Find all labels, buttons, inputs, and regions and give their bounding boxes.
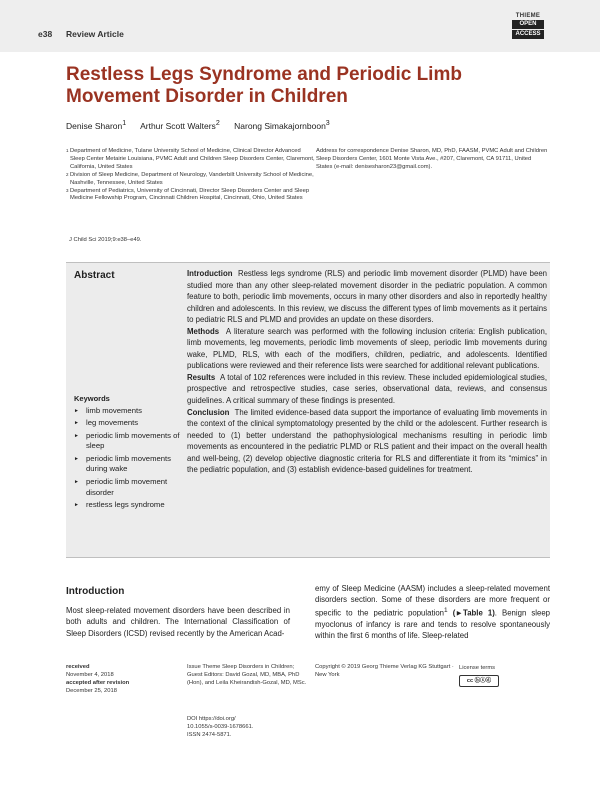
keyword-item[interactable]: ► periodic limb movements during wake bbox=[74, 454, 184, 476]
body-paragraph bbox=[315, 583, 550, 642]
thieme-open-access-logo[interactable] bbox=[512, 13, 544, 39]
correspondence: Address for correspondence Denise Sharon, MD, PhD, FAASM, PVMC Adult and Children Sleep Disorders Center, 1601 Monte Vista Ave., #207, Claremont, CA 91711, United States (e-mail: denisesharon23@gmail.com). bbox=[316, 148, 548, 170]
logo-open-text: OPEN bbox=[512, 20, 544, 29]
article-title: Restless Legs Syndrome and Periodic Limb Movement Disorder in Children bbox=[66, 64, 462, 107]
footer-issue: Issue Theme Sleep Disorders in Children; Guest Editors: David Gozal, MD, MBA, PhD (Hon), and Leila Kheirandish-Gozal, MD, MSc. bbox=[187, 664, 307, 686]
reference-link[interactable]: 1 bbox=[444, 607, 448, 615]
affiliations bbox=[66, 148, 316, 203]
keyword-item[interactable]: ► periodic limb movements of sleep bbox=[74, 431, 184, 453]
footer-copyright: Copyright © 2019 Georg Thieme Verlag KG Stuttgart · New York bbox=[315, 664, 454, 678]
body-column-left bbox=[66, 586, 290, 639]
creative-commons-icon[interactable]: cc ⓑⓢⓓ bbox=[459, 675, 499, 687]
keyword-item[interactable]: ► limb movements bbox=[74, 406, 184, 417]
abstract-conclusion-label: Conclusion bbox=[187, 407, 230, 417]
affiliation-text: Division of Sleep Medicine, Department of Neurology, Vanderbilt University School of Medicine, Nashville, Tennessee, United States bbox=[70, 171, 314, 186]
issn: ISSN 2474-5871. bbox=[187, 731, 232, 738]
table-reference-link[interactable]: (►Table 1) bbox=[452, 609, 495, 618]
doi-link[interactable]: 10.1055/s-0039-1678661. bbox=[187, 723, 254, 730]
author-aff: 3 bbox=[325, 119, 330, 127]
page-number: e38 bbox=[38, 29, 53, 39]
author-aff: 2 bbox=[215, 119, 220, 127]
author-list bbox=[66, 119, 342, 131]
abstract-introduction-text: Restless legs syndrome (RLS) and periodic limb movement disorder (PLMD) have been studied more than any other sleep-related movement disorder in the pediatric population. A common feature to both, periodic limb movements, occurs in many other disorders and also in reportedly healthy children and adolescents. In this review, we discuss the different types of limb movements as it pertains to pediatric RLS and PLMD and provides an update on these disorders. bbox=[187, 269, 547, 325]
abstract-heading: Abstract bbox=[74, 270, 115, 281]
section-label: Review Article bbox=[66, 29, 124, 39]
abstract-results-text: A total of 102 references were included in this review. These included epidemiological studies, prospective and retrospective studies, case series, observational data, reviews, and consensus guidelines. A critical summary of these findings is presented. bbox=[187, 372, 547, 406]
abstract-introduction-label: Introduction bbox=[187, 269, 233, 278]
affiliation bbox=[66, 188, 316, 204]
keyword-item[interactable]: ► periodic limb movement disorder bbox=[74, 477, 184, 499]
abstract-conclusion bbox=[187, 407, 547, 476]
body-text: emy of Sleep Medicine (AASM) includes a sleep-related movement disorders section. Some of these disorders are more frequent or specific to the pediatric population bbox=[315, 584, 550, 618]
body-paragraph: Most sleep-related movement disorders have been described in both adults and children. The International Classification of Sleep Disorders (ICSD) revised recently by the American Acad- bbox=[66, 606, 290, 638]
affiliation-number: 1 bbox=[66, 148, 69, 153]
abstract-conclusion-text: The limited evidence-based data support the importance of evaluating limb movements in the context of the clinical symptomatology presented by the child or the adolescent. Further research is needed to (1) better understand the pathophysiological mechanisms resulting in periodic limb movements as encountered in the pediatric PLMD or RLS patient and their impact on the overall health and well-being, (2) develop objective diagnostic criteria for RLS and differentiate it from its “mimics” in the pediatric population, and (3) establish evidence-based guidelines for treatment. bbox=[187, 407, 547, 475]
footer-doi bbox=[187, 716, 307, 740]
body-column-right bbox=[315, 583, 550, 642]
keywords-panel bbox=[74, 394, 184, 512]
affiliation-text: Department of Medicine, Tulane University School of Medicine, Clinical Director Advanced Sleep Center Metairie Louisiana, PVMC Adult and Children Sleep Disorders Center, Claremont, California, United States bbox=[70, 148, 315, 170]
received-label: received bbox=[66, 664, 90, 670]
received-date: November 4, 2018 bbox=[66, 671, 114, 678]
author-aff: 1 bbox=[122, 119, 127, 127]
body-text: . Benign sleep myoclonus of infancy is rare and tends to resolve spontaneously within the first 6 months of life. Sleep-related bbox=[315, 609, 550, 641]
license-terms-link[interactable]: License terms bbox=[459, 665, 496, 671]
accepted-label: accepted after revision bbox=[66, 679, 130, 686]
abstract-results bbox=[187, 372, 547, 407]
footer-dates bbox=[66, 664, 176, 696]
abstract-methods-text: A literature search was performed with the following inclusion criteria: English publication, limb movements, leg movements, periodic limb movements of sleep, periodic limb movements during wake, PLMD, RLS, with each of the modifiers, children, pediatric, and adolescents. Identified publications were reviewed and their reference lists were searched for additional relevant publications. bbox=[187, 326, 547, 371]
keyword-item[interactable]: ► leg movements bbox=[74, 418, 184, 429]
keywords-list bbox=[74, 406, 184, 511]
header-bar bbox=[0, 0, 600, 52]
keywords-heading: Keywords bbox=[74, 394, 110, 403]
abstract-methods-label: Methods bbox=[187, 326, 220, 336]
affiliation-number: 3 bbox=[66, 187, 69, 193]
citation: J Child Sci 2019;9:e38–e49. bbox=[69, 237, 142, 243]
affiliation bbox=[66, 148, 316, 172]
abstract-methods bbox=[187, 326, 547, 372]
affiliation bbox=[66, 172, 316, 188]
doi-label: DOI https://doi.org/ bbox=[187, 716, 236, 722]
author[interactable] bbox=[140, 121, 220, 131]
author-name: Narong Simakajornboon bbox=[234, 120, 326, 131]
keyword-item[interactable]: ► restless legs syndrome bbox=[74, 500, 184, 511]
logo-access-text: ACCESS bbox=[512, 30, 544, 39]
logo-top-text: THIEME bbox=[515, 13, 541, 19]
abstract-body bbox=[187, 268, 547, 476]
author[interactable] bbox=[66, 121, 126, 131]
author-name: Denise Sharon bbox=[66, 120, 123, 131]
abstract-results-label: Results bbox=[187, 372, 216, 382]
author[interactable] bbox=[234, 121, 330, 131]
affiliation-number: 2 bbox=[66, 171, 69, 177]
abstract-introduction bbox=[187, 268, 547, 326]
author-name: Arthur Scott Walters bbox=[140, 120, 216, 131]
introduction-heading: Introduction bbox=[66, 586, 125, 597]
accepted-date: December 25, 2018 bbox=[66, 687, 117, 694]
affiliation-text: Department of Pediatrics, University of Cincinnati, Director Sleep Disorders Center and Sleep Medicine Fellowship Program, Cincinnati Children Hospital, Cincinnati, Ohio, United States bbox=[70, 187, 310, 202]
